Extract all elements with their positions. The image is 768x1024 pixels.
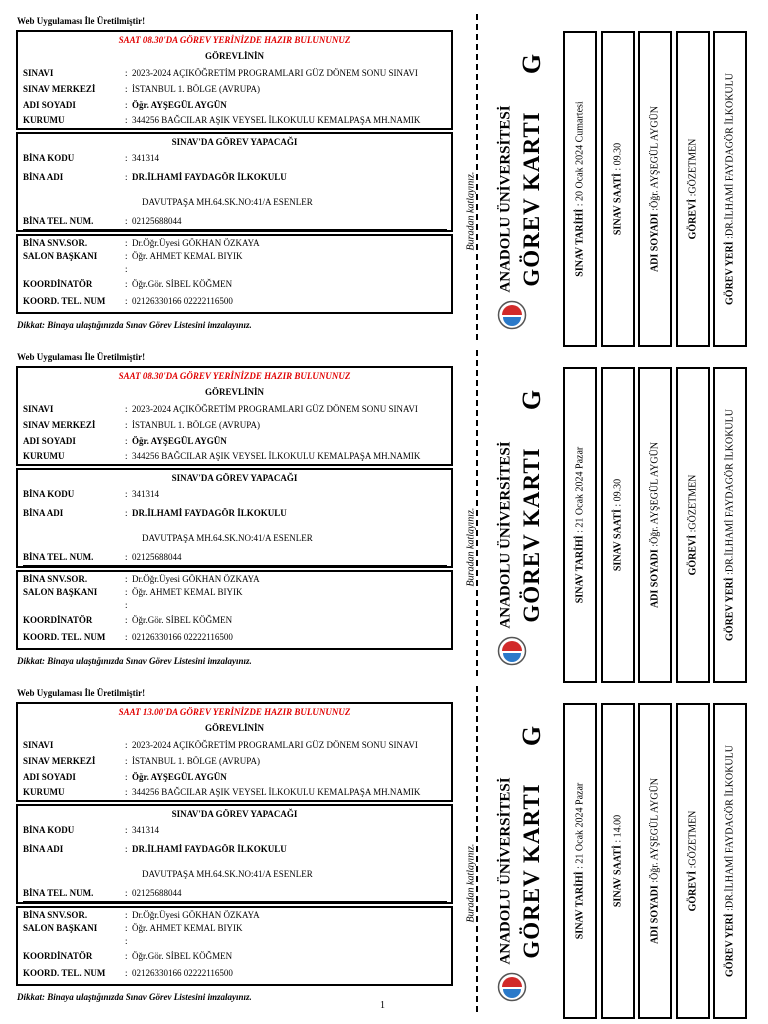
- adi-soyadi-box: ADI SOYADI :Öğr. AYŞEGÜL AYGÜN: [638, 703, 672, 1019]
- row-bina-snv-sor: BİNA SNV.SOR. : Dr.Öğr.Üyesi GÖKHAN ÖZKAYA: [23, 238, 260, 248]
- duty-card-2: [0, 352, 768, 688]
- row-sinav-merkezi: SINAV MERKEZİ : İSTANBUL 1. BÖLGE (AVRUPA): [23, 84, 260, 94]
- anadolu-university-logo-icon: [497, 636, 527, 666]
- gorev-yapacagi-heading: SINAV'DA GÖREV YAPACAĞI: [171, 473, 298, 483]
- row-koord-tel: KOORD. TEL. NUM : 02126330166 02222116500: [23, 968, 233, 978]
- web-generated-note: Web Uygulaması İle Üretilmiştir!: [17, 688, 146, 698]
- row-koordinator: KOORDİNATÖR : Öğr.Gör. SİBEL KÖĞMEN: [23, 951, 233, 961]
- g-letter: G: [517, 53, 546, 75]
- row-sinav-merkezi: SINAV MERKEZİ : İSTANBUL 1. BÖLGE (AVRUPA): [23, 756, 260, 766]
- row-bina-adi: BİNA ADI : DR.İLHAMİ FAYDAGÖR İLKOKULU: [23, 508, 287, 518]
- g-letter: G: [517, 725, 546, 747]
- card-title: GÖREV KARTI: [519, 447, 544, 623]
- fold-label: Buradan katlayınız.: [465, 507, 477, 587]
- row-adi-soyadi: ADI SOYADI : Öğr. AYŞEGÜL AYGÜN: [23, 772, 227, 782]
- page-number: 1: [380, 1000, 385, 1011]
- gorevlinin-heading: GÖREVLİNİN: [204, 387, 264, 397]
- duty-card-1: [0, 16, 768, 352]
- row-empty: :: [125, 264, 128, 274]
- fold-label: Buradan katlayınız.: [465, 171, 477, 251]
- row-bina-tel: BİNA TEL. NUM. : 02125688044: [23, 887, 447, 902]
- exam-building-section: [16, 804, 453, 904]
- contacts-section: [16, 570, 453, 650]
- row-koord-tel: KOORD. TEL. NUM : 02126330166 02222116500: [23, 632, 233, 642]
- fold-label: Buradan katlayınız.: [465, 843, 477, 923]
- exam-building-section: [16, 468, 453, 568]
- row-bina-tel: BİNA TEL. NUM. : 02125688044: [23, 215, 447, 230]
- card-title: GÖREV KARTI: [519, 111, 544, 287]
- row-koordinator: KOORDİNATÖR : Öğr.Gör. SİBEL KÖĞMEN: [23, 279, 233, 289]
- sinav-tarihi-box: SINAV TARİHİ : 20 Ocak 2024 Cumartesi: [563, 31, 597, 347]
- adi-soyadi-box: ADI SOYADI :Öğr. AYŞEGÜL AYGÜN: [638, 367, 672, 683]
- row-empty: :: [125, 600, 128, 610]
- duty-card-3: [0, 688, 768, 1024]
- sinav-tarihi-box: SINAV TARİHİ : 21 Ocak 2024 Pazar: [563, 703, 597, 1019]
- row-kurumu: KURUMU : 344256 BAĞCILAR AŞIK VEYSEL İLKOKULU KEMALPAŞA MH.NAMIK: [23, 786, 447, 801]
- dikkat-note: Dikkat: Binaya ulaştığınızda Sınav Görev Listesini imzalayınız.: [17, 992, 252, 1002]
- gorevi-box: GÖREVİ :GÖZETMEN: [676, 367, 710, 683]
- sinav-saati-box: SINAV SAATİ : 09.30: [601, 367, 635, 683]
- report-time-notice: SAAT 08.30'DA GÖREV YERİNİZDE HAZIR BULUNUNUZ: [118, 35, 351, 45]
- exam-building-section: [16, 132, 453, 232]
- web-generated-note: Web Uygulaması İle Üretilmiştir!: [17, 16, 146, 26]
- university-name: ANADOLU ÜNİVERSİTESİ: [497, 105, 514, 293]
- adi-soyadi-box: ADI SOYADI :Öğr. AYŞEGÜL AYGÜN: [638, 31, 672, 347]
- row-adi-soyadi: ADI SOYADI : Öğr. AYŞEGÜL AYGÜN: [23, 100, 227, 110]
- row-bina-adres: DAVUTPAŞA MH.64.SK.NO:41/A ESENLER: [142, 533, 313, 543]
- row-bina-kodu: BİNA KODU : 341314: [23, 825, 159, 835]
- gorev-yeri-box: GÖREV YERİ :DR.İLHAMİ FAYDAGÖR İLKOKULU: [713, 31, 747, 347]
- web-generated-note: Web Uygulaması İle Üretilmiştir!: [17, 352, 146, 362]
- org-title-block: [492, 778, 552, 964]
- row-bina-adres: DAVUTPAŞA MH.64.SK.NO:41/A ESENLER: [142, 197, 313, 207]
- card-title: GÖREV KARTI: [519, 783, 544, 959]
- university-name: ANADOLU ÜNİVERSİTESİ: [497, 441, 514, 629]
- university-name: ANADOLU ÜNİVERSİTESİ: [497, 777, 514, 965]
- row-bina-adres: DAVUTPAŞA MH.64.SK.NO:41/A ESENLER: [142, 869, 313, 879]
- row-bina-snv-sor: BİNA SNV.SOR. : Dr.Öğr.Üyesi GÖKHAN ÖZKAYA: [23, 574, 260, 584]
- anadolu-university-logo-icon: [497, 300, 527, 330]
- personnel-section: [16, 30, 453, 130]
- row-salon-baskani: SALON BAŞKANI : Öğr. AHMET KEMAL BIYIK: [23, 587, 243, 597]
- gorev-yeri-box: GÖREV YERİ :DR.İLHAMİ FAYDAGÖR İLKOKULU: [713, 367, 747, 683]
- row-koord-tel: KOORD. TEL. NUM : 02126330166 02222116500: [23, 296, 233, 306]
- row-sinav-merkezi: SINAV MERKEZİ : İSTANBUL 1. BÖLGE (AVRUPA): [23, 420, 260, 430]
- report-time-notice: SAAT 13.00'DA GÖREV YERİNİZDE HAZIR BULUNUNUZ: [118, 707, 351, 717]
- contacts-section: [16, 906, 453, 986]
- row-bina-kodu: BİNA KODU : 341314: [23, 153, 159, 163]
- anadolu-university-logo-icon: [497, 972, 527, 1002]
- gorev-yapacagi-heading: SINAV'DA GÖREV YAPACAĞI: [171, 809, 298, 819]
- gorevlinin-heading: GÖREVLİNİN: [204, 51, 264, 61]
- row-empty: :: [125, 936, 128, 946]
- dikkat-note: Dikkat: Binaya ulaştığınızda Sınav Görev Listesini imzalayınız.: [17, 656, 252, 666]
- org-title-block: [492, 442, 552, 628]
- row-kurumu: KURUMU : 344256 BAĞCILAR AŞIK VEYSEL İLKOKULU KEMALPAŞA MH.NAMIK: [23, 450, 447, 465]
- org-title-block: [492, 106, 552, 292]
- row-sinavi: SINAVI : 2023-2024 AÇIKÖĞRETİM PROGRAMLARI GÜZ DÖNEM SONU SINAVI: [23, 68, 418, 78]
- sinav-tarihi-box: SINAV TARİHİ : 21 Ocak 2024 Pazar: [563, 367, 597, 683]
- dikkat-note: Dikkat: Binaya ulaştığınızda Sınav Görev Listesini imzalayınız.: [17, 320, 252, 330]
- personnel-section: [16, 366, 453, 466]
- contacts-section: [16, 234, 453, 314]
- sinav-saati-box: SINAV SAATİ : 14.00: [601, 703, 635, 1019]
- row-bina-adi: BİNA ADI : DR.İLHAMİ FAYDAGÖR İLKOKULU: [23, 172, 287, 182]
- row-salon-baskani: SALON BAŞKANI : Öğr. AHMET KEMAL BIYIK: [23, 251, 243, 261]
- row-bina-snv-sor: BİNA SNV.SOR. : Dr.Öğr.Üyesi GÖKHAN ÖZKAYA: [23, 910, 260, 920]
- row-bina-kodu: BİNA KODU : 341314: [23, 489, 159, 499]
- row-bina-tel: BİNA TEL. NUM. : 02125688044: [23, 551, 447, 566]
- gorevi-box: GÖREVİ :GÖZETMEN: [676, 703, 710, 1019]
- gorev-yeri-box: GÖREV YERİ :DR.İLHAMİ FAYDAGÖR İLKOKULU: [713, 703, 747, 1019]
- report-time-notice: SAAT 08.30'DA GÖREV YERİNİZDE HAZIR BULUNUNUZ: [118, 371, 351, 381]
- gorev-yapacagi-heading: SINAV'DA GÖREV YAPACAĞI: [171, 137, 298, 147]
- gorevi-box: GÖREVİ :GÖZETMEN: [676, 31, 710, 347]
- sinav-saati-box: SINAV SAATİ : 09.30: [601, 31, 635, 347]
- row-koordinator: KOORDİNATÖR : Öğr.Gör. SİBEL KÖĞMEN: [23, 615, 233, 625]
- row-salon-baskani: SALON BAŞKANI : Öğr. AHMET KEMAL BIYIK: [23, 923, 243, 933]
- personnel-section: [16, 702, 453, 802]
- row-sinavi: SINAVI : 2023-2024 AÇIKÖĞRETİM PROGRAMLARI GÜZ DÖNEM SONU SINAVI: [23, 404, 418, 414]
- row-sinavi: SINAVI : 2023-2024 AÇIKÖĞRETİM PROGRAMLARI GÜZ DÖNEM SONU SINAVI: [23, 740, 418, 750]
- row-adi-soyadi: ADI SOYADI : Öğr. AYŞEGÜL AYGÜN: [23, 436, 227, 446]
- row-kurumu: KURUMU : 344256 BAĞCILAR AŞIK VEYSEL İLKOKULU KEMALPAŞA MH.NAMIK: [23, 114, 447, 129]
- gorevlinin-heading: GÖREVLİNİN: [204, 723, 264, 733]
- row-bina-adi: BİNA ADI : DR.İLHAMİ FAYDAGÖR İLKOKULU: [23, 844, 287, 854]
- g-letter: G: [517, 389, 546, 411]
